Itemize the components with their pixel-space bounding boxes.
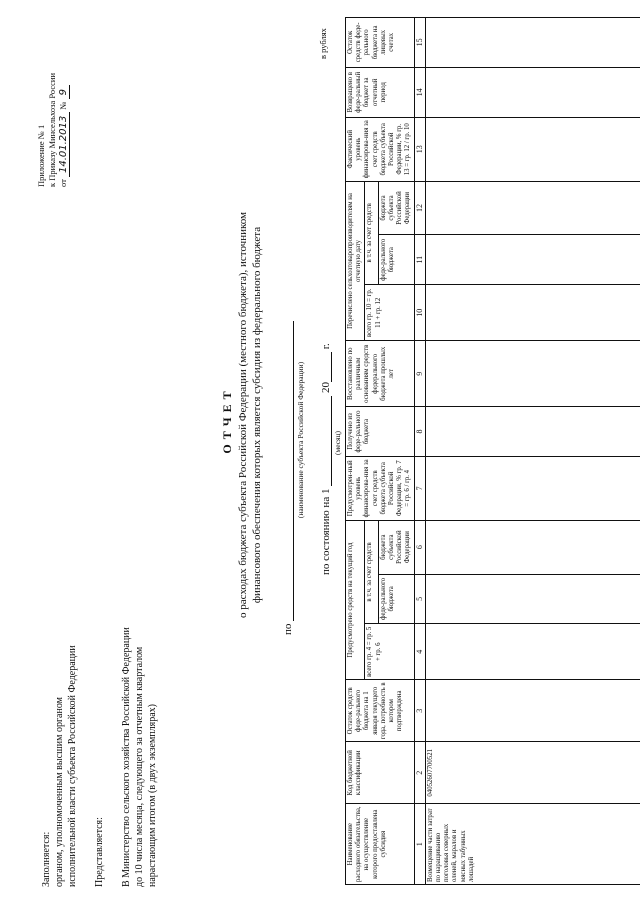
cell [425,456,640,520]
cell [425,285,640,341]
month-blank [321,396,332,486]
header-row-1 [346,18,365,885]
month-caption: (месяц) [333,430,342,456]
col-num: 2 [414,742,425,804]
col-num: 8 [414,407,425,457]
col-num: 10 [414,285,425,341]
transferred-group-header: Перечислено сельхозтоваропроизводителям на отчетную дату [346,181,365,341]
col-4-header: всего гр. 4 = гр. 5 + гр. 6 [365,624,414,680]
cell [425,680,640,742]
col-num: 4 [414,624,425,680]
handwritten-date: 14.01.2013 [58,112,70,177]
cell [425,624,640,680]
submitted-to: В Министерство сельского хозяйства Российской Федерации до 10 числа месяца, следующего за отчетным кварталом нарастающим итогом (в двух экземплярах) [121,627,158,887]
column-numbers-row [414,18,425,885]
row-code: 04052607700521 [425,742,640,804]
col-5-header: феде-рального бюджета [378,574,414,624]
transferred-including-header: в т.ч. за счет средств [365,181,378,285]
row-name: Возмещение части затрат по наращиванию поголовья северных оленей, маралов и мясных табунных лошадей [425,804,640,885]
cell [425,520,640,574]
col-14-header: Возвращено в феде-ральный бюджет за отчетный период [346,67,415,117]
subject-caption: (наименование субъекта Российской Федерации) [296,361,305,519]
report-title: ОТЧЕТ [220,386,234,454]
submitted-label: Представляется: [94,817,105,887]
subject-line: по [282,321,294,635]
year-blank [321,352,332,382]
cell [425,117,640,181]
col-num: 3 [414,680,425,742]
units-label: в рублях [318,28,328,59]
col-num: 6 [414,520,425,574]
handwritten-number: 9 [58,85,70,99]
appendix-line-3: от 14.01.2013 № 9 [58,17,69,187]
col-11-header: феде-рального бюджета [378,235,414,285]
cell [425,18,640,68]
col-1-header: Наименование расходного обязательства, на осуществление которого предоставлена субсидия [346,804,415,885]
col-num: 5 [414,574,425,624]
col-num: 9 [414,341,425,407]
col-6-header: бюджета субъекта Российской Федерации [378,520,414,574]
col-num: 7 [414,456,425,520]
filing-info [40,557,173,887]
cell [425,67,640,117]
col-num: 12 [414,181,425,235]
cell [425,407,640,457]
col-12-header: бюджета субъекта Российской Федерации [378,181,414,235]
col-num: 13 [414,117,425,181]
planned-including-header: в т.ч. за счет средств [365,520,378,623]
appendix-header [36,17,69,187]
col-15-header: Остаток средств феде-рального бюджета на лицевых счетах [346,18,415,68]
appendix-line-1: Приложение № 1 [36,124,46,187]
planned-group-header: Предусмотрено средств на текущий год [346,520,365,680]
cell [425,181,640,235]
col-num: 14 [414,67,425,117]
table-row [425,18,640,885]
filled-by: Заполняется: органом, уполномоченным высшим органом исполнительной власти субъекта Российской Федерации [41,645,78,887]
col-3-header: Остаток средств феде-рального бюджета на 1 января текущего года, потребность в котором подтверждена [346,680,415,742]
col-num: 15 [414,18,425,68]
cell [425,341,640,407]
appendix-line-2: к Приказу Минсельхоза России [47,73,57,187]
col-num: 11 [414,235,425,285]
subject-blank [283,321,294,621]
col-8-header: Получено из феде-рального бюджета [346,407,415,457]
col-10-header: всего гр. 10 = гр. 11 + гр. 12 [365,285,414,341]
as-of-line: по состоянию на 1 20 г. [320,343,332,575]
col-9-header: Восстановлено по различным основаниям средств федерального бюджета прошлых лет [346,341,415,407]
col-13-header: Фактический уровень финансирова-ния за счет средств бюджета субъекта Российской Федерации, % гр. 13 = гр. 12 / гр. 10 [346,117,415,181]
col-num: 1 [414,804,425,885]
col-2-header: Код бюджетной классификации [346,742,415,804]
cell [425,235,640,285]
col-7-header: Предусмотрен-ный уровень финансирова-ния за счет средств бюджета субъекта Российской Федерации, % гр. 7 = гр. 6 / гр. 4 [346,456,415,520]
cell [425,574,640,624]
report-table [345,17,640,885]
report-subtitle: о расходах бюджета субъекта Российской Федерации (местного бюджета), источником финансового обеспечения которых является субсидия из федерального бюджета [237,211,263,619]
